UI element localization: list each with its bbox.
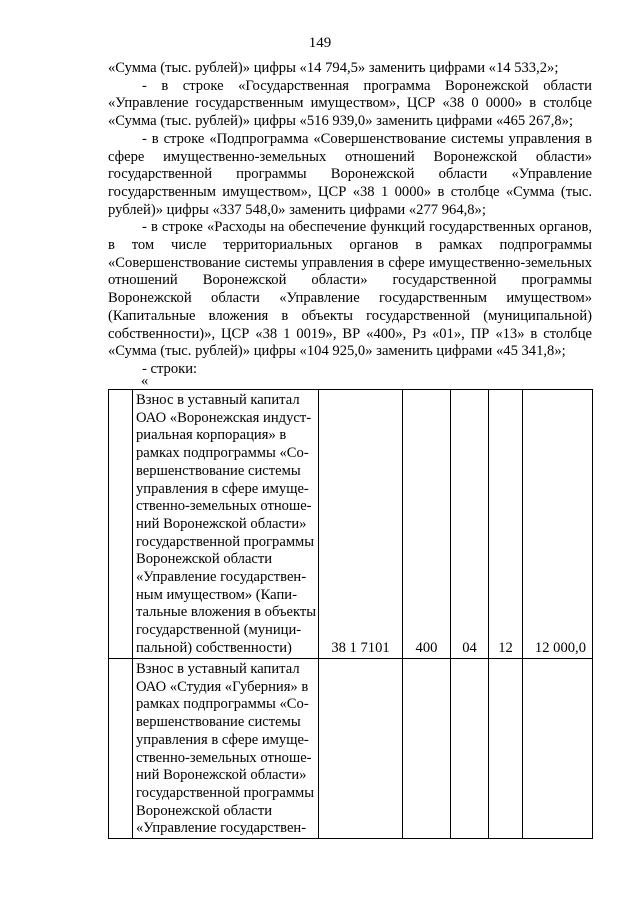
row-name-line: ственно-земельных отноше- <box>136 749 312 766</box>
paragraph-2: - в строке «Государственная программа Воронежской области «Управление государственным имуществом», ЦСР «38 0 0000» в столбце «Сумма (тыс. рублей)» цифры «516 939,0» заменить цифрами «465 267,8»; <box>108 77 592 130</box>
vr-cell: 400 <box>403 390 451 659</box>
row-name-cell <box>133 390 319 659</box>
row-name-line: ственно-земельных отноше- <box>136 498 312 515</box>
row-name-line: рамках подпрограммы «Со- <box>136 696 309 713</box>
row-name-line: рамках подпрограммы «Со- <box>136 445 309 462</box>
row-name-line: государственной программы <box>136 533 315 550</box>
row-name-line: Взнос в уставный капитал <box>136 392 300 408</box>
row-name-cell <box>133 659 319 839</box>
row-name-line: ным имуществом» (Капи- <box>136 586 297 603</box>
row-name-line: тальные вложения в объекты <box>136 604 317 621</box>
rz-cell <box>451 659 489 839</box>
empty-cell <box>109 659 133 839</box>
page-number: 149 <box>308 35 332 51</box>
empty-cell <box>109 390 133 659</box>
amendment-text <box>108 60 592 379</box>
row-name-line: риальная корпорация» в <box>136 427 287 444</box>
paragraph-5: - строки: <box>142 360 198 377</box>
row-name-line: ний Воронежской области» <box>136 515 307 532</box>
csr-cell <box>319 659 403 839</box>
sum-cell <box>523 659 593 839</box>
vr-cell <box>403 659 451 839</box>
csr-cell: 38 1 7101 <box>319 390 403 659</box>
row-name-line: управления в сфере имуще- <box>136 480 309 497</box>
rz-cell: 04 <box>451 390 489 659</box>
row-name-line: управления в сфере имуще- <box>136 731 309 748</box>
row-name-line: ОАО «Студия «Губерния» в <box>136 678 309 695</box>
row-name-line: «Управление государствен- <box>136 820 307 837</box>
pr-cell: 12 <box>489 390 523 659</box>
paragraph-3: - в строке «Подпрограмма «Совершенствование системы управления в сфере имущественно-земельных отношений Воронежской области» государственной программы Воронежской области «Управление государственным имуществом», ЦСР «38 1 0000» в столбце «Сумма (тыс. рублей)» цифры «337 548,0» заменить цифрами «277 964,8»; <box>108 130 592 218</box>
row-name-line: государственной программы <box>136 784 315 801</box>
opening-quote-mark: « <box>141 373 149 389</box>
table-row <box>109 659 593 839</box>
row-name-line: Воронежской области <box>136 551 273 568</box>
row-name-line: вершенствование системы <box>136 462 301 479</box>
table-row <box>109 390 593 659</box>
row-name-line: «Управление государствен- <box>136 569 307 586</box>
budget-table <box>108 389 593 839</box>
row-name-line: пальной) собственности) <box>136 639 292 656</box>
sum-cell: 12 000,0 <box>523 390 593 659</box>
row-name-line: ний Воронежской области» <box>136 767 307 784</box>
pr-cell <box>489 659 523 839</box>
paragraph-1: «Сумма (тыс. рублей)» цифры «14 794,5» заменить цифрами «14 533,2»; <box>108 60 559 76</box>
paragraph-4: - в строке «Расходы на обеспечение функций государственных органов, в том числе территориальных органов в рамках подпрограммы «Совершенствование системы управления в сфере имущественно-земельных отношений Воронежской области» государственной программы Воронежской области «Управление государственным имуществом» (Капитальные вложения в объекты государственной (муниципальной) собственности)», ЦСР «38 1 0019», ВР «400», Рз «01», ПР «13» в столбце «Сумма (тыс. рублей)» цифры «104 925,0» заменить цифрами «45 341,8»; <box>108 219 592 360</box>
row-name-line: вершенствование системы <box>136 714 301 731</box>
row-name-line: ОАО «Воронежская индуст- <box>136 409 312 426</box>
row-name-line: государственной (муници- <box>136 622 302 639</box>
row-name-line: Взнос в уставный капитал <box>136 661 300 677</box>
row-name-line: Воронежской области <box>136 802 273 819</box>
